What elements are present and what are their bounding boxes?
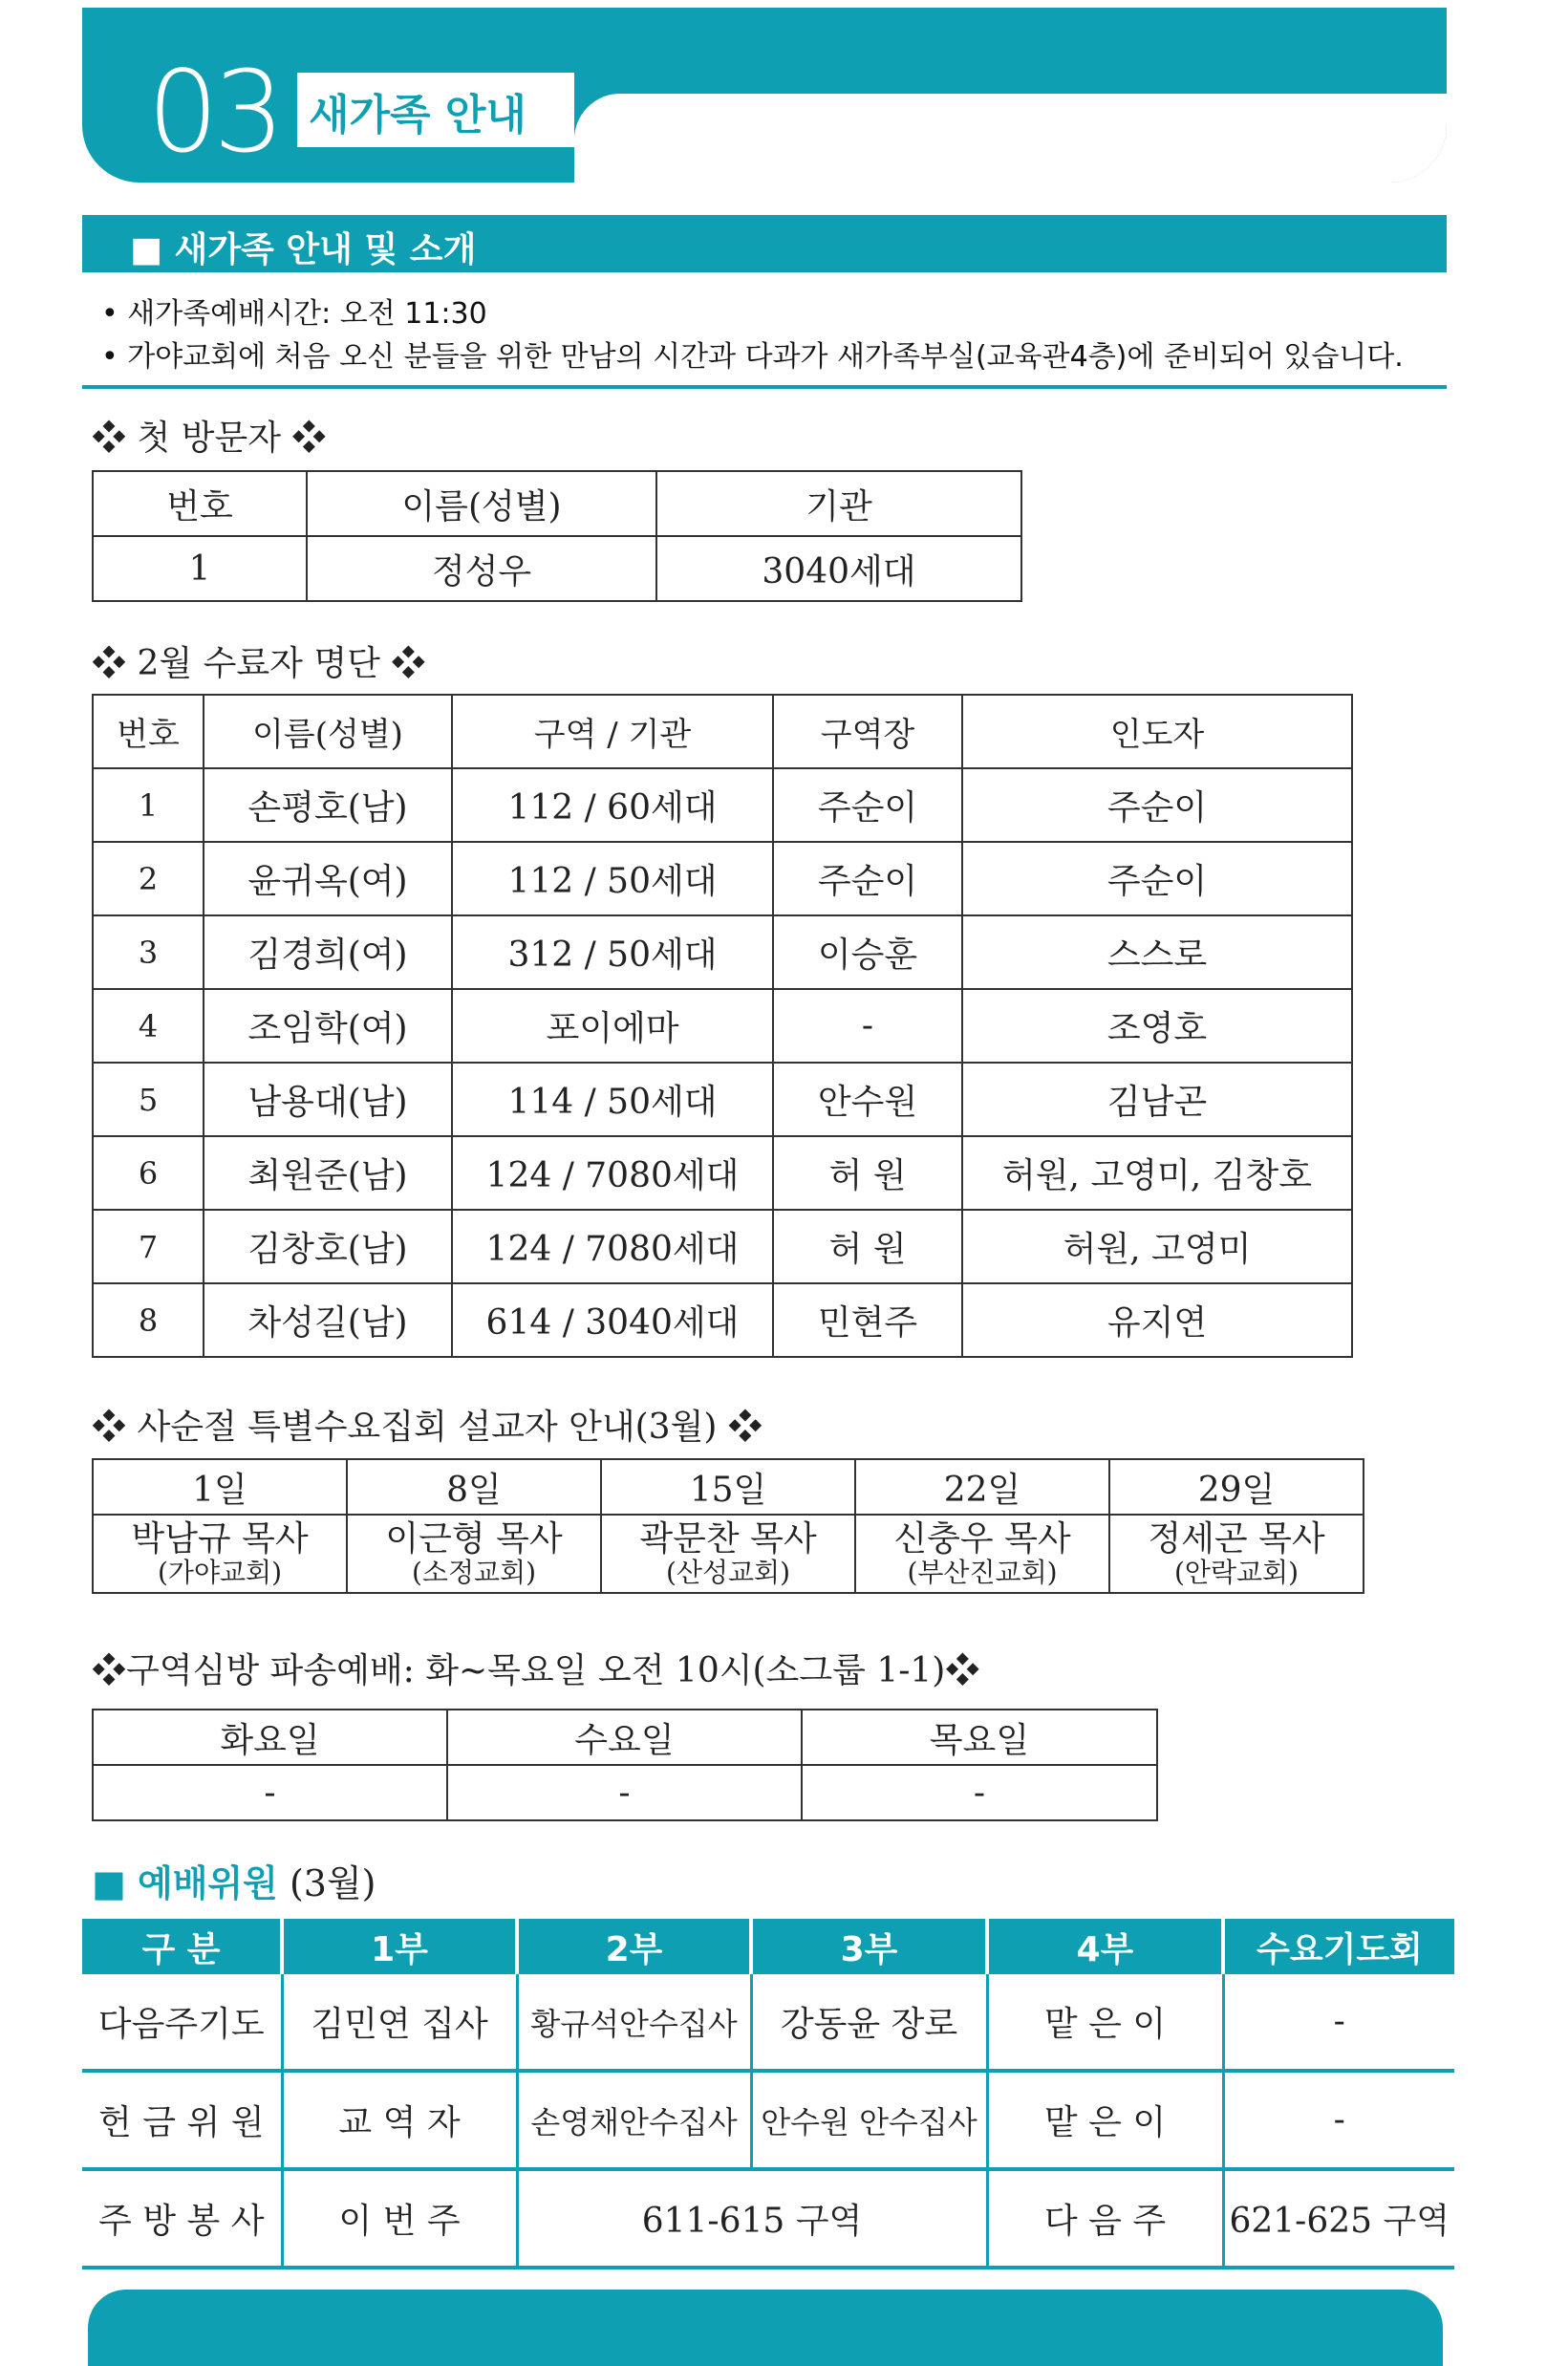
table-cell: 강동윤 장로 (751, 1974, 987, 2071)
header-cell: 화요일 (93, 1710, 447, 1765)
table-row (93, 842, 1352, 915)
table-cell: 헌 금 위 원 (82, 2071, 282, 2169)
header-cell: 목요일 (802, 1710, 1157, 1765)
graduates-heading: ❖ 2월 수료자 명단 ❖ (92, 644, 426, 683)
table-cell: 2 (93, 842, 204, 915)
header-cell: 이름(성별) (204, 695, 452, 768)
preacher-church: (가야교회) (157, 1557, 283, 1588)
preacher-church: (안락교회) (1173, 1557, 1300, 1588)
table-cell: 다 음 주 (987, 2169, 1223, 2268)
header-cell: 22일 (855, 1459, 1109, 1515)
table-cell: - (447, 1765, 802, 1820)
header-cell: 2부 (517, 1919, 751, 1974)
table-header-row (93, 695, 1352, 768)
intro-line-1: • 새가족예배시간: 오전 11:30 (101, 297, 487, 331)
table-cell: 다음주기도 (82, 1974, 282, 2071)
table-cell: 이 번 주 (282, 2169, 517, 2268)
table-cell: 민현주 (773, 1283, 962, 1357)
table-row (93, 1063, 1352, 1136)
intro-title: ■ 새가족 안내 및 소개 (130, 230, 477, 269)
worship-heading (92, 1854, 376, 1906)
header-cell: 기관 (656, 471, 1021, 536)
preacher-name: 곽문찬 목사 (639, 1519, 817, 1559)
preacher-church: (산성교회) (665, 1557, 791, 1588)
table-cell: 유지연 (962, 1283, 1352, 1357)
section-number: 03 (147, 46, 280, 178)
preacher-cell (1109, 1515, 1364, 1593)
table-cell: 8 (93, 1283, 204, 1357)
table-cell: 614 / 3040세대 (452, 1283, 773, 1357)
table-cell: 112 / 50세대 (452, 842, 773, 915)
table-cell: 조임학(여) (204, 989, 452, 1063)
header-cell: 인도자 (962, 695, 1352, 768)
table-cell: 1 (93, 536, 307, 601)
table-cell: 124 / 7080세대 (452, 1136, 773, 1210)
table-row (93, 1136, 1352, 1210)
district-visit-heading: ❖구역심방 파송예배: 화~목요일 오전 10시(소그룹 1-1)❖ (92, 1651, 980, 1690)
district-visit-table (92, 1709, 1158, 1821)
preacher-church: (부산진교회) (907, 1557, 1058, 1588)
table-cell: 주 방 봉 사 (82, 2169, 282, 2268)
first-visitors-heading: ❖ 첫 방문자 ❖ (92, 419, 327, 458)
table-cell: 남용대(남) (204, 1063, 452, 1136)
preachers-heading: ❖ 사순절 특별수요집회 설교자 안내(3월) ❖ (92, 1408, 763, 1447)
table-cell: 7 (93, 1210, 204, 1283)
table-cell: 3 (93, 915, 204, 989)
table-row (93, 1283, 1352, 1357)
table-cell: 124 / 7080세대 (452, 1210, 773, 1283)
header-cell: 8일 (347, 1459, 601, 1515)
header-tab-shape (574, 94, 1447, 183)
header-cell: 수요일 (447, 1710, 802, 1765)
table-cell: 6 (93, 1136, 204, 1210)
table-header-row (93, 1710, 1157, 1765)
header-cell: 15일 (601, 1459, 855, 1515)
preacher-name: 박남규 목사 (131, 1519, 309, 1559)
table-cell: 112 / 60세대 (452, 768, 773, 842)
header-cell: 구역장 (773, 695, 962, 768)
table-header-row (82, 1919, 1454, 1974)
table-cell: 김민연 집사 (282, 1974, 517, 2071)
table-cell: 맡 은 이 (987, 2071, 1223, 2169)
worship-heading-label: 예배위원 (138, 1862, 278, 1904)
table-row (93, 915, 1352, 989)
table-cell: 허 원 (773, 1136, 962, 1210)
section-header (82, 8, 1447, 183)
preacher-name: 이근형 목사 (385, 1519, 563, 1559)
intro-divider (82, 385, 1447, 389)
table-row (93, 1515, 1364, 1593)
table-cell: 5 (93, 1063, 204, 1136)
footer-bar (88, 2290, 1443, 2366)
table-cell: 1 (93, 768, 204, 842)
table-cell: 손영채안수집사 (517, 2071, 751, 2169)
header-cell: 1부 (282, 1919, 517, 1974)
table-cell: 주순이 (962, 842, 1352, 915)
header-cell: 번호 (93, 471, 307, 536)
worship-heading-suffix: (3월) (289, 1862, 376, 1904)
preachers-table (92, 1458, 1364, 1594)
table-cell: 김창호(남) (204, 1210, 452, 1283)
first-visitors-table (92, 470, 1022, 602)
table-cell: - (93, 1765, 447, 1820)
table-row (82, 2169, 1454, 2268)
table-cell: 주순이 (962, 768, 1352, 842)
table-cell: 허 원 (773, 1210, 962, 1283)
table-cell: 맡 은 이 (987, 1974, 1223, 2071)
table-cell: 김경희(여) (204, 915, 452, 989)
header-cell: 29일 (1109, 1459, 1364, 1515)
preacher-name: 정세곤 목사 (1148, 1519, 1325, 1559)
table-cell: 허원, 고영미, 김창호 (962, 1136, 1352, 1210)
table-cell: 정성우 (307, 536, 656, 601)
table-cell: 3040세대 (656, 536, 1021, 601)
intro-text (101, 292, 1404, 378)
table-row (93, 536, 1021, 601)
table-cell: 윤귀옥(여) (204, 842, 452, 915)
table-cell: 이승훈 (773, 915, 962, 989)
header-cell: 수요기도회 (1223, 1919, 1454, 1974)
worship-heading-marker: ■ (92, 1862, 126, 1904)
header-cell: 번호 (93, 695, 204, 768)
preacher-cell (347, 1515, 601, 1593)
table-cell: 포이에마 (452, 989, 773, 1063)
table-row (93, 1210, 1352, 1283)
graduates-table (92, 694, 1353, 1358)
table-cell: - (1223, 1974, 1454, 2071)
table-cell: 조영호 (962, 989, 1352, 1063)
header-cell: 3부 (751, 1919, 987, 1974)
preacher-cell (93, 1515, 347, 1593)
header-title-box (297, 73, 574, 147)
table-cell: 주순이 (773, 842, 962, 915)
preacher-cell (601, 1515, 855, 1593)
table-cell: 황규석안수집사 (517, 1974, 751, 2071)
worship-table (82, 1919, 1454, 2269)
table-cell: 안수원 (773, 1063, 962, 1136)
table-cell: - (802, 1765, 1157, 1820)
intro-title-bar (82, 215, 1447, 272)
table-cell: 4 (93, 989, 204, 1063)
table-cell: 차성길(남) (204, 1283, 452, 1357)
table-cell: - (1223, 2071, 1454, 2169)
table-row (82, 1974, 1454, 2071)
header-cell: 1일 (93, 1459, 347, 1515)
table-row (93, 1765, 1157, 1820)
table-cell: 교 역 자 (282, 2071, 517, 2169)
table-cell: - (773, 989, 962, 1063)
header-cell: 구 분 (82, 1919, 282, 1974)
preacher-church: (소정교회) (411, 1557, 537, 1588)
intro-line-2: • 가야교회에 처음 오신 분들을 위한 만남의 시간과 다과가 새가족부실(교육관4층)에 준비되어 있습니다. (101, 340, 1404, 374)
section-title: 새가족 안내 (309, 91, 526, 140)
table-cell: 안수원 안수집사 (751, 2071, 987, 2169)
table-cell: 허원, 고영미 (962, 1210, 1352, 1283)
table-cell: 손평호(남) (204, 768, 452, 842)
table-cell: 김남곤 (962, 1063, 1352, 1136)
preacher-cell (855, 1515, 1109, 1593)
table-cell: 611-615 구역 (517, 2169, 987, 2268)
table-row (93, 989, 1352, 1063)
table-cell: 최원준(남) (204, 1136, 452, 1210)
preacher-name: 신충우 목사 (893, 1519, 1071, 1559)
table-header-row (93, 471, 1021, 536)
header-cell: 4부 (987, 1919, 1223, 1974)
table-cell: 주순이 (773, 768, 962, 842)
header-cell: 구역 / 기관 (452, 695, 773, 768)
table-cell: 스스로 (962, 915, 1352, 989)
table-header-row (93, 1459, 1364, 1515)
table-cell: 312 / 50세대 (452, 915, 773, 989)
header-cell: 이름(성별) (307, 471, 656, 536)
table-row (82, 2071, 1454, 2169)
table-row (93, 768, 1352, 842)
table-cell: 114 / 50세대 (452, 1063, 773, 1136)
table-cell: 621-625 구역 (1223, 2169, 1454, 2268)
